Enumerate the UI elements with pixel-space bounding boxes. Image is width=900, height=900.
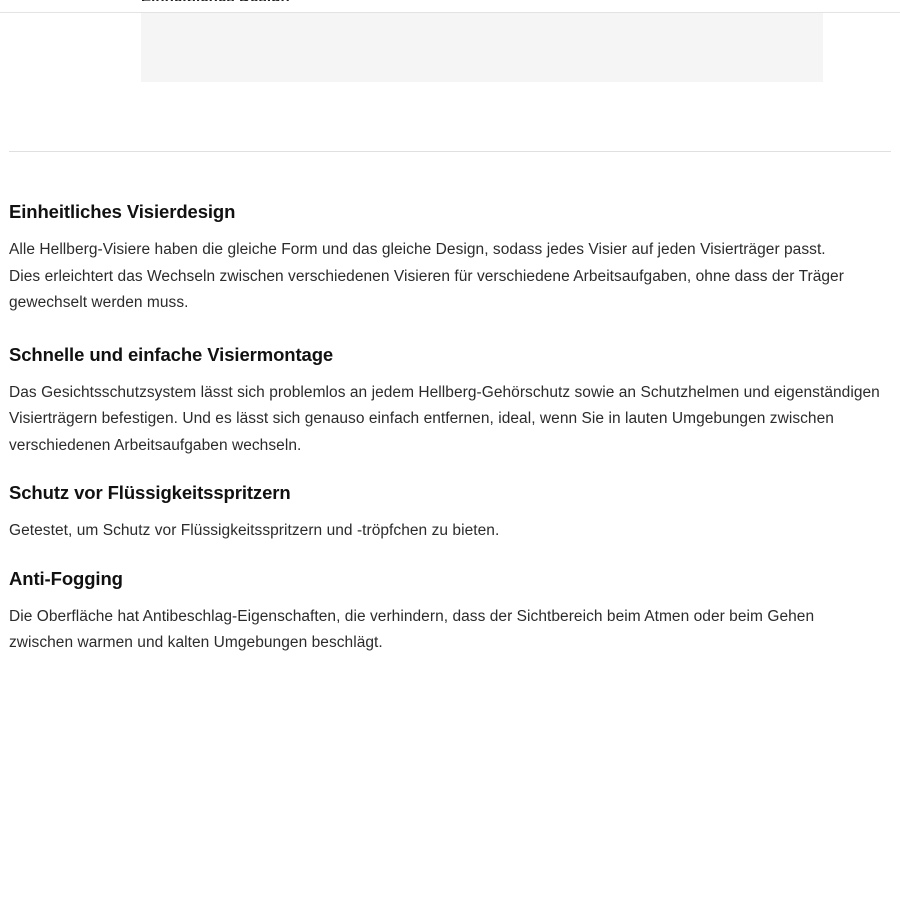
feature-heading: Einheitliches Visierdesign [9,201,236,222]
feature-section [9,200,891,317]
feature-section [9,567,891,657]
feature-heading: Schutz vor Flüssigkeitsspritzern [9,482,291,503]
feature-list [9,200,891,676]
feature-body: Das Gesichtsschutzsystem lässt sich problemlos an jedem Hellberg-Gehörschutz sowie an Schutzhelmen und eigenständigen Visierträgern befestigen. Und es lässt sich genauso einfach entfernen, ideal, wenn Sie in lauten Umgebungen zwischen verschiedenen Arbeitsaufgaben wechseln. [9,383,880,454]
media-placeholder [141,13,823,82]
feature-heading: Anti-Fogging [9,567,123,589]
top-clipped-panel [0,0,900,13]
feature-body: Die Oberfläche hat Antibeschlag-Eigenschaften, die verhindern, dass der Sichtbereich beim Atmen oder beim Gehen zwischen warmen und kalten Umgebungen beschlägt. [9,607,815,651]
feature-section [9,481,891,545]
feature-section [9,343,891,460]
feature-heading: Schnelle und einfache Visiermontage [9,343,334,365]
section-divider [9,151,891,152]
clipped-section-heading [141,0,290,1]
feature-body: Getestet, um Schutz vor Flüssigkeitsspritzern und -tröpfchen zu bieten. [9,522,500,539]
feature-body: Alle Hellberg-Visiere haben die gleiche Form und das gleiche Design, sodass jedes Visier auf jeden Visierträger passt. Dies erleichtert das Wechseln zwischen verschiedenen Visieren für verschiedene Arbeitsaufgaben, ohne dass der Träger gewechselt werden muss. [9,241,844,311]
